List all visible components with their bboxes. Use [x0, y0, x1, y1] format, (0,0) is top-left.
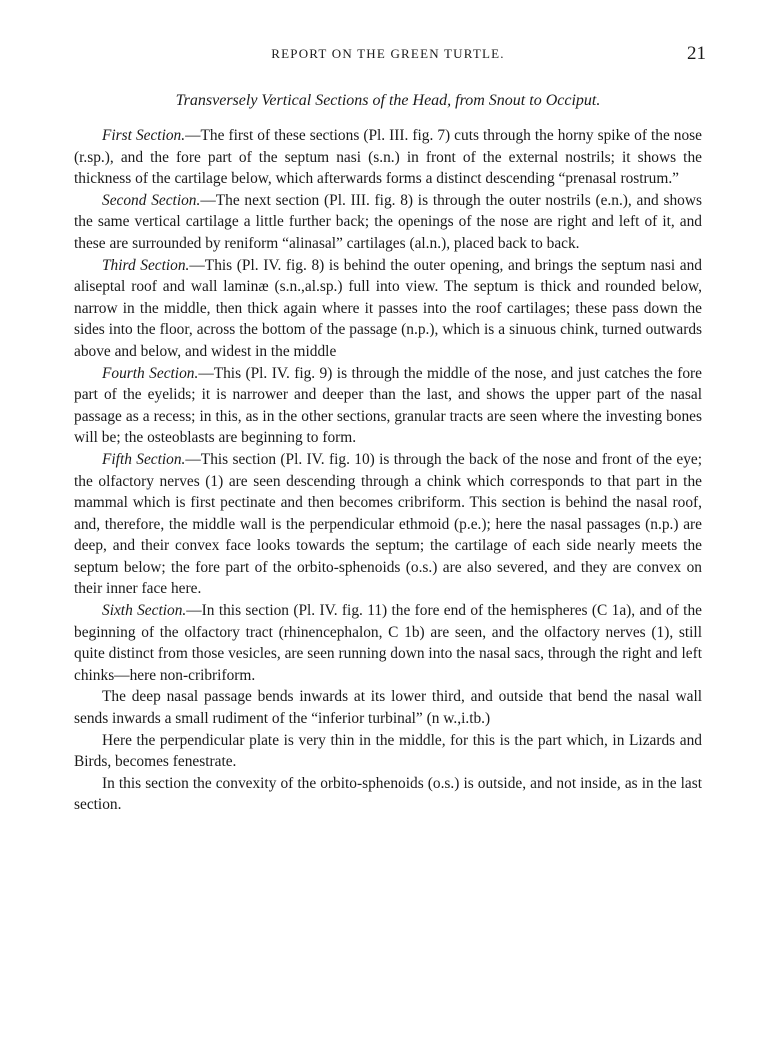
- paragraph: [74, 190, 702, 255]
- paragraph-text: —This section (Pl. IV. fig. 10) is through the back of the nose and front of the eye; the olfactory nerves (1) are seen descending through a chink which corresponds to that part in the mammal which is first pectinate and then becomes cribriform. This section is behind the nasal roof, and, therefore, the middle wall is the perpendicular ethmoid (p.e.); here the nasal passages (n.p.) are deep, and their convex face looks towards the septum; the cartilage of each side nearly meets the septum below; the fore part of the orbito-sphenoids (o.s.) are also severed, and they are convex on their inner face here.: [74, 450, 702, 598]
- paragraph-text: In this section the convexity of the orbito-sphenoids (o.s.) is outside, and not inside, as in the last section.: [74, 774, 702, 814]
- body-text: [74, 125, 702, 816]
- paragraph: [74, 730, 702, 773]
- paragraph: [74, 125, 702, 190]
- paragraph-text: —In this section (Pl. IV. fig. 11) the fore end of the hemispheres (C 1a), and of the beginning of the olfactory tract (rhinencephalon, C 1b) are seen, and the olfactory nerves (1), still quite distinct from those vesicles, are seen running down into the nasal sacs, through the right and left chinks—here non-cribriform.: [74, 602, 702, 684]
- running-title: REPORT ON THE GREEN TURTLE.: [271, 46, 505, 61]
- paragraph-text: The deep nasal passage bends inwards at its lower third, and outside that bend the nasal wall sends inwards a small rudiment of the “inferior turbinal” (n w.,i.tb.): [74, 688, 702, 728]
- page-number: 21: [687, 43, 706, 64]
- paragraph: [74, 773, 702, 816]
- paragraph-text: —The next section (Pl. III. fig. 8) is through the outer nostrils (e.n.), and shows the same vertical cartilage a little further back; the openings of the nose are right and left of it, and these are surrounded by reniform “alinasal” cartilages (al.n.), placed back to back.: [74, 191, 702, 252]
- paragraph-text: —This (Pl. IV. fig. 9) is through the middle of the nose, and just catches the fore part of the eyelids; it is narrower and deeper than the last, and shows the upper part of the nasal passage as a recess; in this, as in the other sections, granular tracts are seen where the investing bones will be; the osteoblasts are beginning to form.: [74, 364, 702, 447]
- paragraph: [74, 363, 702, 449]
- paragraph-text: —The first of these sections (Pl. III. fig. 7) cuts through the horny spike of the nose (r.sp.), and the fore part of the septum nasi (s.n.) in front of the external nostrils; it shows the thickness of the cartilage below, which afterwards forms a distinct descending “prenasal rostrum.”: [74, 127, 702, 188]
- paragraph-text: Here the perpendicular plate is very thin in the middle, for this is the part which, in Lizards and Birds, becomes fenestrate.: [74, 731, 702, 771]
- paragraph-lead: Fourth Section.: [102, 364, 199, 382]
- paragraph-lead: Second Section.: [102, 191, 201, 209]
- paragraph-lead: Third Section.: [102, 256, 190, 274]
- paragraph: [74, 255, 702, 363]
- paragraph: [74, 449, 702, 600]
- paragraph-lead: Fifth Section.: [102, 450, 186, 468]
- paragraph: [74, 686, 702, 729]
- running-header: [0, 44, 776, 66]
- paragraph: [74, 600, 702, 686]
- section-heading: Transversely Vertical Sections of the Head, from Snout to Occiput.: [175, 92, 601, 109]
- paragraph-lead: Sixth Section.: [102, 602, 187, 620]
- paragraph-lead: First Section.: [102, 127, 186, 144]
- paragraph-text: —This (Pl. IV. fig. 8) is behind the outer opening, and brings the septum nasi and aliseptal roof and wall laminæ (s.n.,al.sp.) full into view. The septum is thick and rounded below, narrow in the middle, then thick again where it passes into the roof cartilages; these pass down the sides into the floor, across the bottom of the passage (n.p.), which is a sinuous chink, turned outwards above and below, and widest in the middle: [74, 256, 702, 360]
